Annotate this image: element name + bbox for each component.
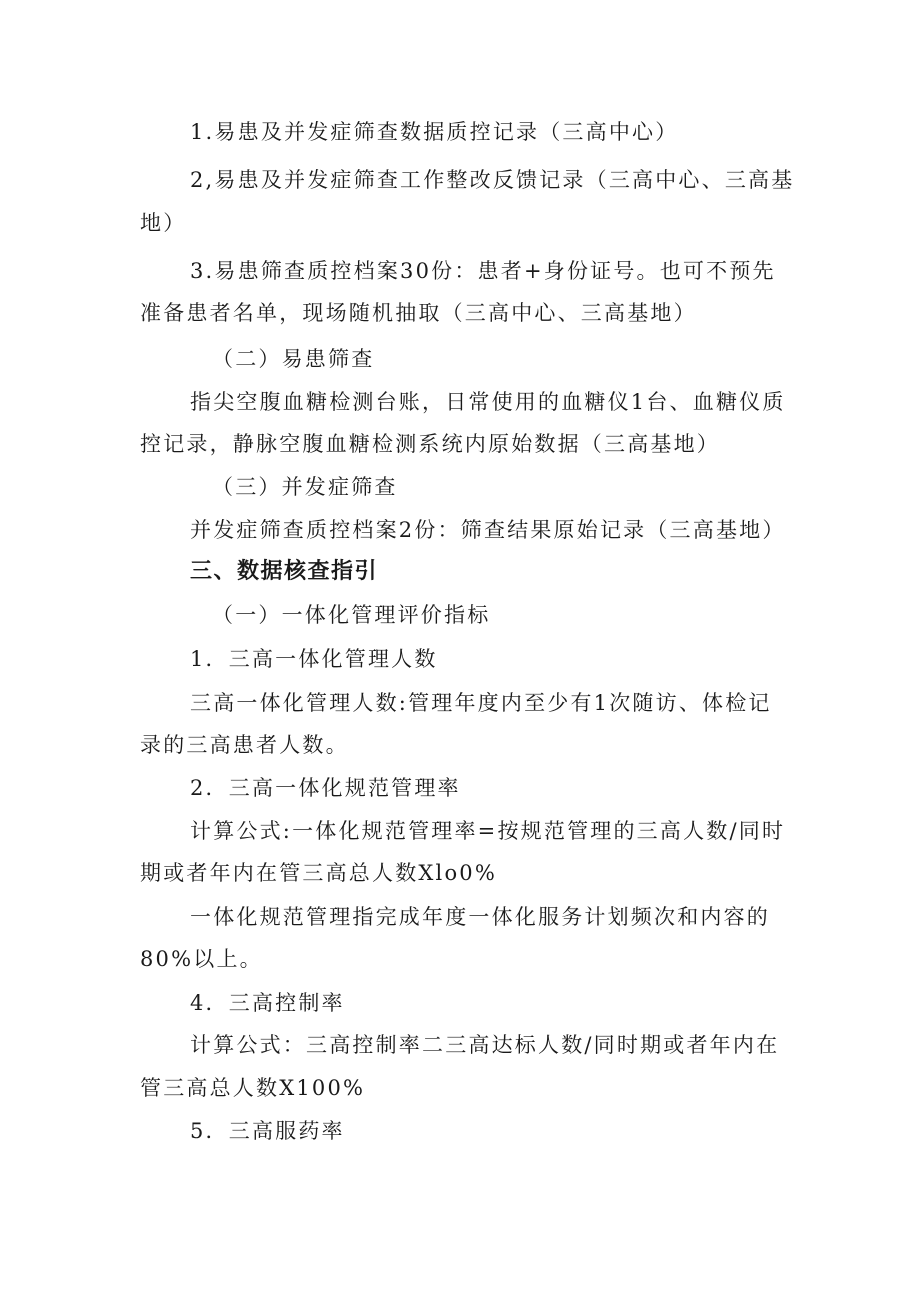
text-line: 指尖空腹血糖检测台账，日常使用的血糖仪1台、血糖仪质 bbox=[190, 390, 786, 414]
text-line: 并发症筛查质控档案2份：筛查结果原始记录（三高基地） bbox=[190, 518, 786, 542]
text-line: 80%以上。 bbox=[140, 947, 263, 971]
text-line: 一体化规范管理指完成年度一体化服务计划频次和内容的 bbox=[190, 905, 770, 929]
text-line: 期或者年内在管三高总人数Xlo0% bbox=[140, 861, 498, 885]
text-line: 2,易患及并发症筛查工作整改反馈记录（三高中心、三高基 bbox=[190, 168, 795, 192]
text-line: 5．三高服药率 bbox=[190, 1119, 345, 1143]
text-line: 计算公式：三高控制率二三高达标人数/同时期或者年内在 bbox=[190, 1033, 780, 1057]
subheading-line: （二）易患筛查 bbox=[212, 347, 375, 371]
subheading-line: （一）一体化管理评价指标 bbox=[212, 603, 491, 627]
text-line: 录的三高患者人数。 bbox=[140, 733, 349, 757]
text-line: 控记录，静脉空腹血糖检测系统内原始数据（三高基地） bbox=[140, 432, 720, 456]
text-line: 计算公式:一体化规范管理率=按规范管理的三高人数/同时 bbox=[190, 819, 786, 843]
text-line: 3.易患筛查质控档案30份：患者+身份证号。也可不预先 bbox=[190, 259, 776, 283]
text-line: 4．三高控制率 bbox=[190, 991, 345, 1015]
text-line: 1.易患及并发症筛查数据质控记录（三高中心） bbox=[190, 120, 679, 144]
text-line: 准备患者名单，现场随机抽取（三高中心、三高基地） bbox=[140, 301, 697, 325]
text-line: 管三高总人数X100% bbox=[140, 1076, 366, 1100]
text-line: 三高一体化管理人数:管理年度内至少有1次随访、体检记 bbox=[190, 691, 772, 715]
text-line: 1．三高一体化管理人数 bbox=[190, 647, 438, 671]
subheading-line: （三）并发症筛查 bbox=[212, 475, 398, 499]
text-line: 2．三高一体化规范管理率 bbox=[190, 776, 461, 800]
text-line: 地） bbox=[140, 211, 187, 235]
section-heading: 三、数据核查指引 bbox=[190, 559, 379, 584]
